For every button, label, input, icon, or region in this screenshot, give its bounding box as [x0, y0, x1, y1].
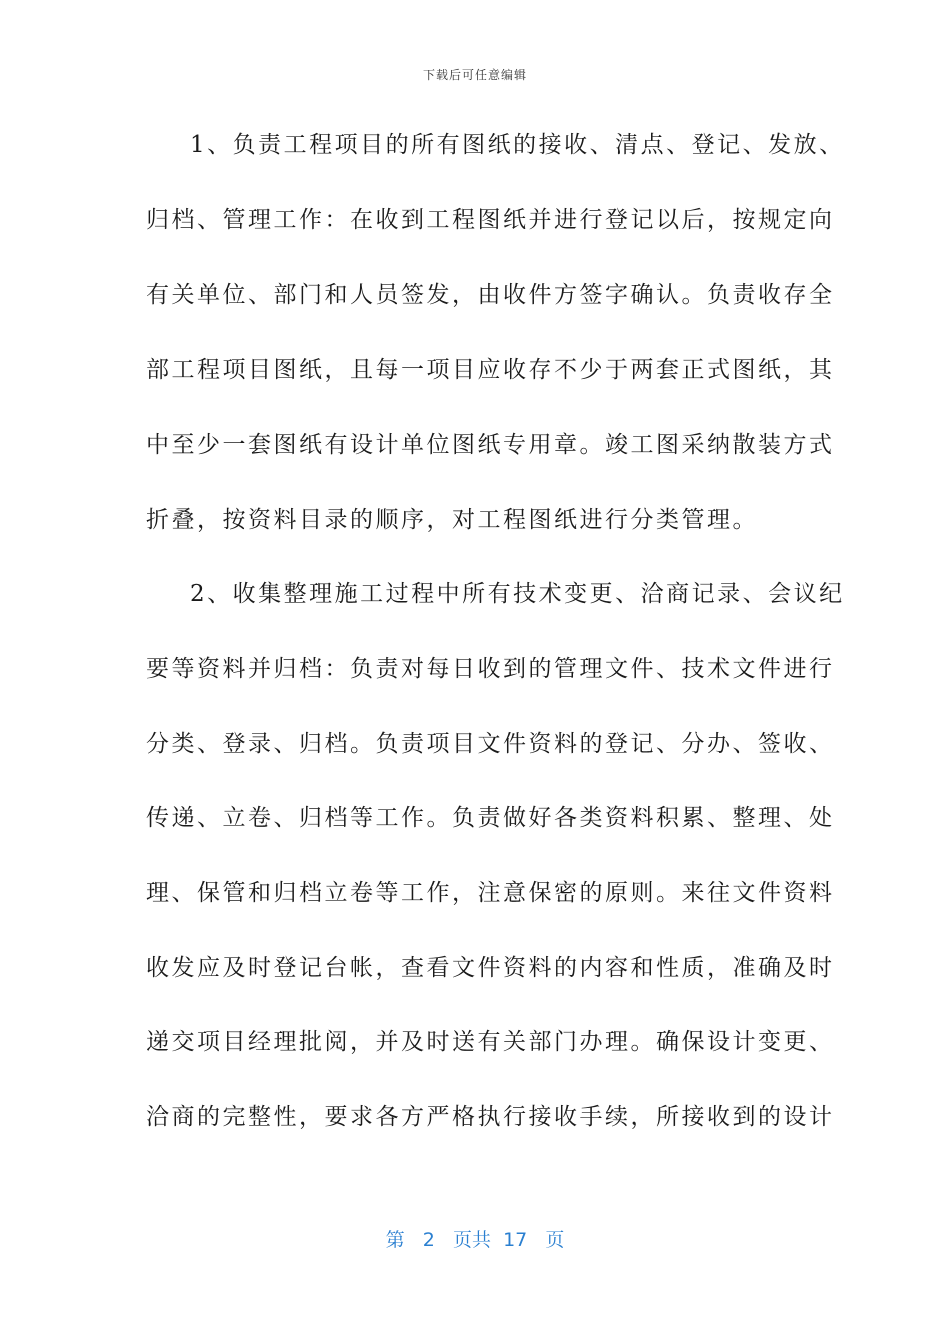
text-line: 归档、管理工作：在收到工程图纸并进行登记以后，按规定向: [146, 207, 835, 233]
page-footer: [0, 1225, 950, 1252]
text-line: 传递、立卷、归档等工作。负责做好各类资料积累、整理、处: [146, 805, 835, 831]
text-line: 分类、登录、归档。负责项目文件资料的登记、分办、签收、: [146, 731, 835, 757]
text-line: 部工程项目图纸，且每一项目应收存不少于两套正式图纸，其: [146, 357, 835, 383]
text-line: 理、保管和归档立卷等工作，注意保密的原则。来往文件资料: [146, 880, 835, 906]
header-note: 下载后可任意编辑: [422, 68, 527, 82]
text-line: 1、负责工程项目的所有图纸的接收、清点、登记、发放、: [190, 132, 845, 158]
text-line: 中至少一套图纸有设计单位图纸专用章。竣工图采纳散装方式: [146, 432, 835, 458]
text-line: 要等资料并归档：负责对每日收到的管理文件、技术文件进行: [146, 656, 835, 682]
footer-middle: 页共: [452, 1229, 491, 1251]
text-line: 2、收集整理施工过程中所有技术变更、洽商记录、会议纪: [190, 581, 845, 607]
text-line: 有关单位、部门和人员签发，由收件方签字确认。负责收存全: [146, 282, 835, 308]
text-line: 收发应及时登记台帐，查看文件资料的内容和性质，准确及时: [146, 955, 835, 981]
footer-suffix: 页: [545, 1229, 565, 1251]
text-line: 递交项目经理批阅，并及时送有关部门办理。确保设计变更、: [146, 1029, 835, 1055]
text-line: 洽商的完整性，要求各方严格执行接收手续，所接收到的设计: [146, 1104, 835, 1130]
current-page-number: 2: [422, 1229, 435, 1251]
footer-prefix: 第: [385, 1229, 405, 1251]
total-pages-number: 17: [503, 1229, 528, 1251]
text-line: 折叠，按资料目录的顺序，对工程图纸进行分类管理。: [146, 507, 758, 533]
